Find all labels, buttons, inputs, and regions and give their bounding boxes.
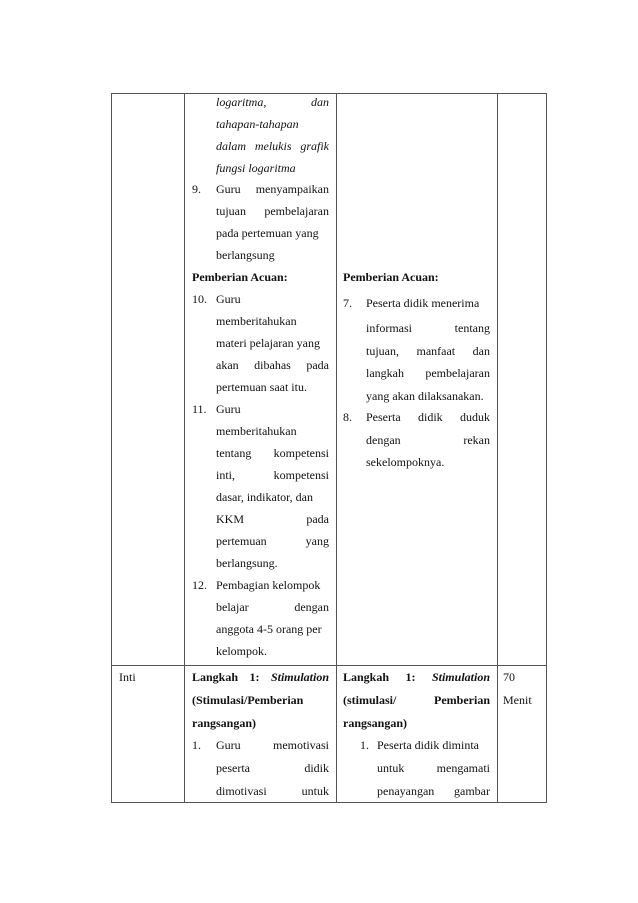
list-number: 12. [192, 578, 207, 592]
table-border-bottom [111, 802, 547, 803]
list-item-line: tentang kompetensi [216, 446, 329, 460]
column-divider-2 [336, 93, 337, 803]
column-divider-1 [184, 93, 185, 803]
teacher-text-line: tahapan-tahapan [216, 117, 299, 131]
teacher-text-line: fungsi logaritma [216, 161, 296, 175]
list-item-line: dengan rekan [366, 433, 490, 447]
list-item-line: pertemuan yang [216, 534, 329, 548]
list-item-line: Peserta didik menerima [366, 296, 480, 310]
column-divider-3 [497, 93, 498, 803]
list-item-line: kelompok. [216, 644, 267, 658]
list-item-line: peserta didik [216, 761, 329, 775]
list-item-line: berlangsung [216, 248, 275, 262]
list-number: 1. [192, 738, 201, 752]
list-number: 7. [343, 296, 352, 310]
teacher-text-line: dalam melukis grafik [216, 139, 329, 153]
step-heading-line: rangsangan) [343, 716, 408, 730]
list-item-line: Guru memotivasi [216, 738, 329, 752]
list-number: 9. [192, 182, 201, 196]
list-item-line: Peserta didik diminta [377, 738, 479, 752]
step-heading-line: rangsangan) [192, 716, 257, 730]
list-item-line: tujuan, manfaat dan [366, 344, 490, 358]
list-item-line: Guru menyampaikan [216, 182, 329, 196]
teacher-text-line: logaritma, dan [216, 95, 329, 109]
list-number: 11. [192, 402, 207, 416]
step-heading-line: (Stimulasi/Pemberian [192, 693, 304, 707]
list-item-line: pertemuan saat itu. [216, 380, 307, 394]
list-number: 10. [192, 292, 207, 306]
list-item-line: Pembagian kelompok [216, 578, 321, 592]
list-item-line: memberitahukan [216, 424, 297, 438]
table-border-left [111, 93, 112, 803]
list-item-line: yang akan dilaksanakan. [366, 389, 484, 403]
row-divider [111, 665, 547, 666]
list-item-line: memberitahukan [216, 314, 297, 328]
time-unit: Menit [503, 693, 532, 707]
list-item-line: materi pelajaran yang [216, 336, 320, 350]
step-heading-line: (stimulasi/ Pemberian [343, 693, 490, 707]
time-value: 70 [503, 670, 515, 684]
phase-label: Inti [119, 670, 136, 684]
table-border-top [111, 93, 547, 94]
list-number: 1. [360, 738, 369, 752]
step-heading: Langkah 1: Stimulation [343, 670, 490, 684]
list-item-line: pada pertemuan yang [216, 226, 319, 240]
list-item-line: Peserta didik duduk [366, 410, 490, 424]
list-item-line: penayangan gambar [377, 784, 490, 798]
list-item-line: KKM pada [216, 512, 329, 526]
list-item-line: informasi tentang [366, 321, 490, 335]
list-item-line: tujuan pembelajaran [216, 204, 329, 218]
list-item-line: inti, kompetensi [216, 468, 329, 482]
list-item-line: Guru [216, 402, 241, 416]
list-item-line: berlangsung. [216, 556, 278, 570]
list-item-line: sekelompoknya. [366, 455, 445, 469]
step-heading: Langkah 1: Stimulation [192, 670, 329, 684]
list-item-line: dasar, indikator, dan [216, 490, 314, 504]
step-heading-italic: Stimulation [270, 670, 329, 684]
list-item-line: belajar dengan [216, 600, 329, 614]
section-heading: Pemberian Acuan: [343, 270, 439, 284]
list-item-line: Guru [216, 292, 241, 306]
list-item-line: anggota 4-5 orang per [216, 622, 322, 636]
list-item-line: langkah pembelajaran [366, 366, 490, 380]
list-item-line: dimotivasi untuk [216, 784, 329, 798]
table-border-right [546, 93, 547, 803]
list-item-line: akan dibahas pada [216, 358, 329, 372]
list-item-line: untuk mengamati [377, 761, 490, 775]
section-heading: Pemberian Acuan: [192, 270, 288, 284]
list-number: 8. [343, 410, 352, 424]
step-heading-italic: Stimulation [431, 670, 490, 684]
